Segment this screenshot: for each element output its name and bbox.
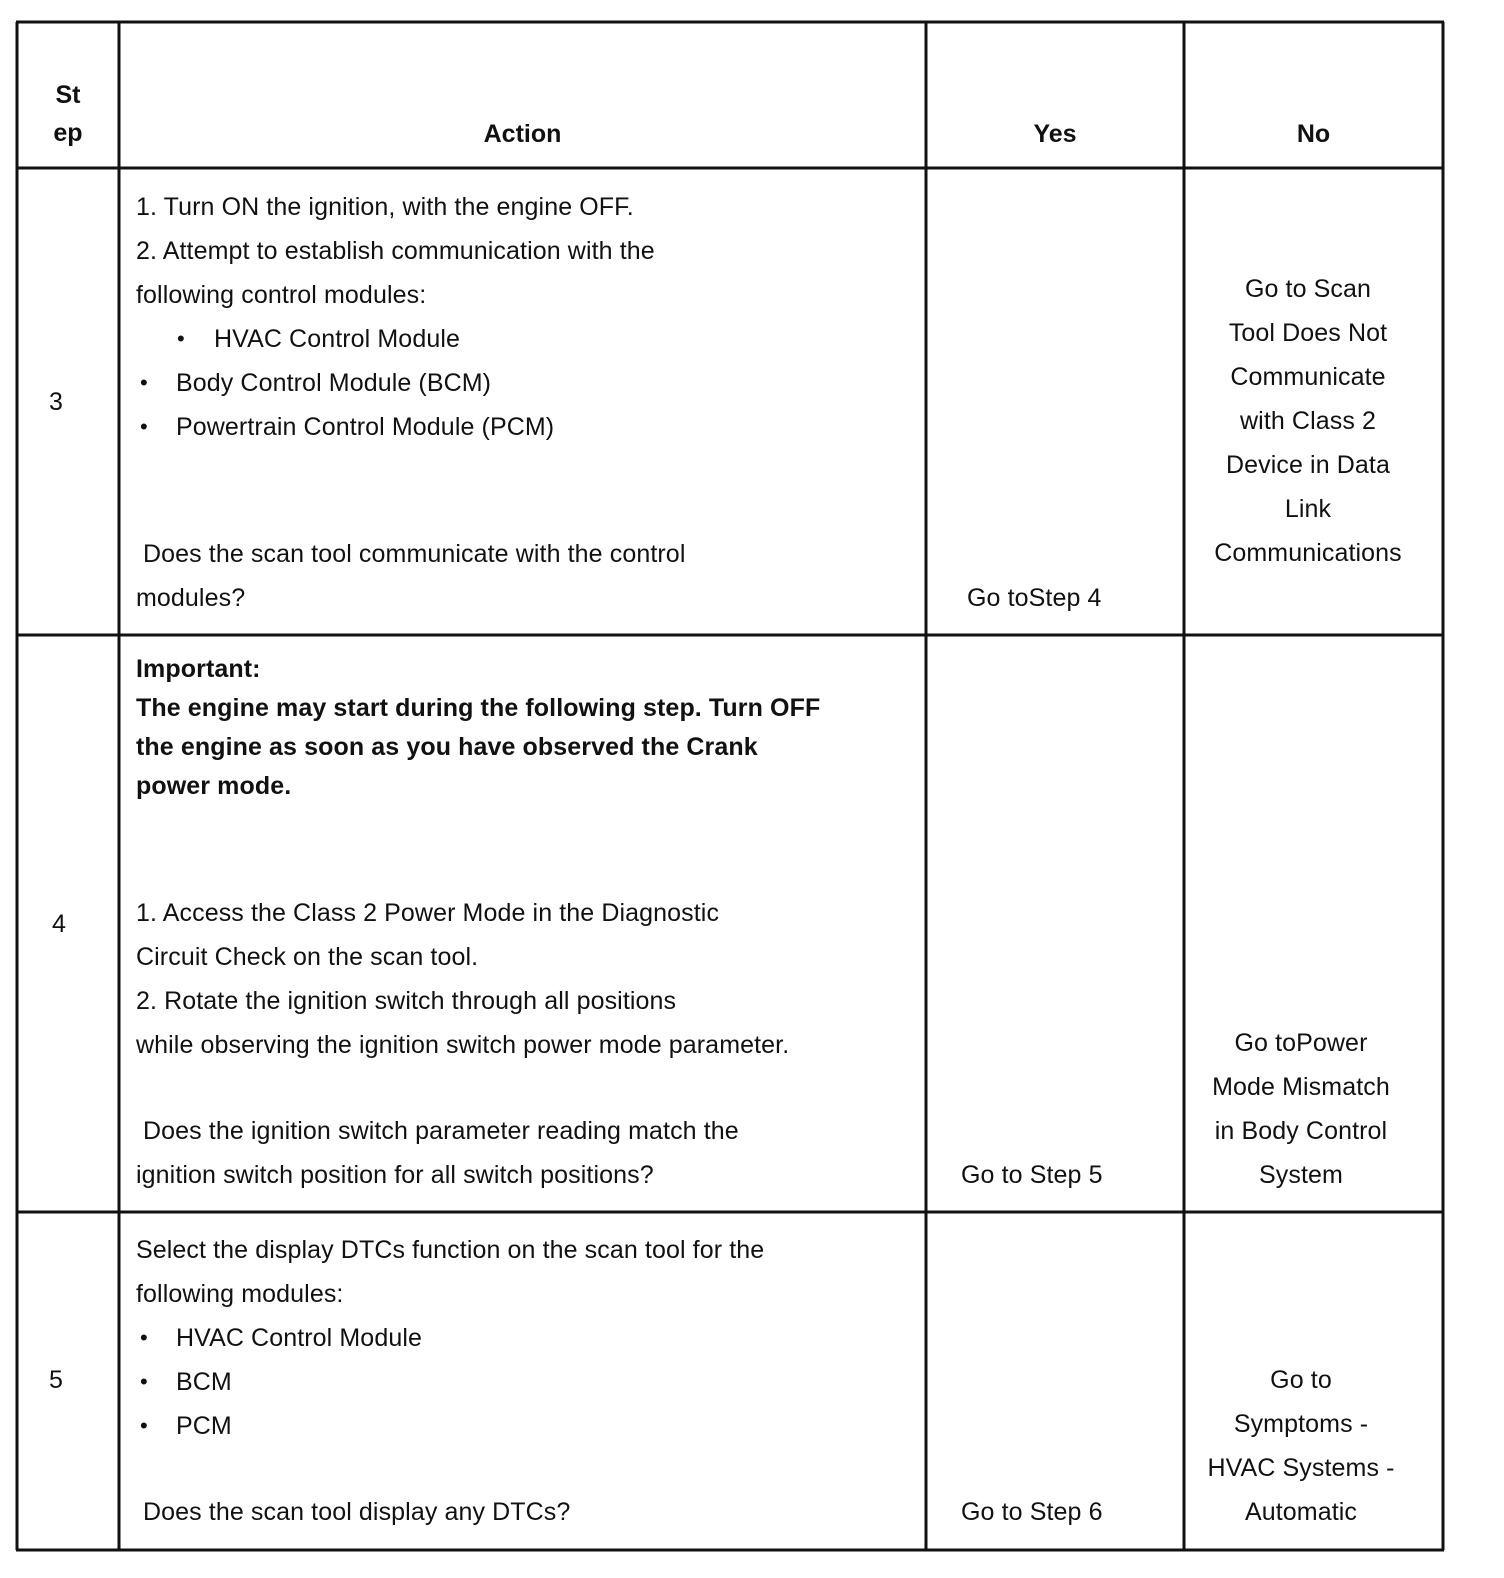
row3-no-line: Communicate [1230, 363, 1386, 391]
row5-action-line-2: following modules: [136, 1280, 344, 1308]
row3-action-line-1: 1. Turn ON the ignition, with the engine OFF. [136, 193, 634, 221]
row3-bullet-1: HVAC Control Module [214, 325, 460, 353]
row3-action-line-2: 2. Attempt to establish communication with the [136, 237, 655, 265]
row3-no-line: Communications [1214, 539, 1402, 567]
header-step [17, 76, 119, 152]
step-number-4: 4 [52, 910, 67, 938]
row5-no-line: Go to [1270, 1366, 1332, 1394]
row4-yes: Go to Step 5 [961, 1161, 1103, 1189]
header-yes: Yes [1033, 120, 1077, 148]
bullet-icon: • [140, 1413, 148, 1438]
header-action: Action [483, 120, 562, 148]
row5-bullet-2: BCM [176, 1368, 232, 1396]
row3-no-line: Device in Data [1226, 451, 1390, 479]
row5-no-line: Automatic [1244, 1498, 1358, 1526]
row3-action-line-3: following control modules: [136, 281, 427, 309]
row4-no-line: in Body Control [1214, 1117, 1388, 1145]
row4-no-line: Go toPower [1234, 1029, 1368, 1057]
row5-question-line-1: Does the scan tool display any DTCs? [143, 1498, 571, 1526]
row5-action-line-1: Select the display DTCs function on the scan tool for the [136, 1236, 765, 1264]
bullet-icon: • [140, 414, 148, 439]
row5-bullet-3: PCM [176, 1412, 232, 1440]
row5-bullet-1: HVAC Control Module [176, 1324, 422, 1352]
row4-important-line-2: the engine as soon as you have observed the Crank [136, 733, 758, 761]
row4-action-line-3: 2. Rotate the ignition switch through all positions [136, 987, 677, 1015]
header-step-line2: ep [53, 119, 83, 147]
row4-action-line-2: Circuit Check on the scan tool. [136, 943, 479, 971]
row3-no-line: with Class 2 [1240, 407, 1376, 435]
row4-no-line: System [1259, 1161, 1343, 1189]
row3-question-line-1: Does the scan tool communicate with the control [143, 540, 686, 568]
row4-question-line-1: Does the ignition switch parameter reading match the [143, 1117, 739, 1145]
row3-yes: Go toStep 4 [967, 584, 1102, 612]
header-step-line1: St [55, 81, 81, 109]
row3-bullet-2: Body Control Module (BCM) [176, 369, 492, 397]
row4-important-label: Important: [136, 655, 261, 683]
row5-no-line: HVAC Systems - [1207, 1454, 1395, 1482]
row3-no-line: Tool Does Not [1228, 319, 1388, 347]
row3-no-line: Link [1284, 495, 1332, 523]
bullet-icon: • [140, 1369, 148, 1394]
row4-important-line-3: power mode. [136, 772, 292, 800]
row5-yes: Go to Step 6 [961, 1498, 1103, 1526]
bullet-icon: • [140, 370, 148, 395]
row3-no [1188, 267, 1428, 575]
row4-important-line-1: The engine may start during the following step. Turn OFF [136, 694, 821, 722]
row4-no-line: Mode Mismatch [1212, 1073, 1390, 1101]
bullet-icon: • [177, 326, 185, 351]
step-number-5: 5 [49, 1366, 64, 1394]
row4-question-line-2: ignition switch position for all switch positions? [136, 1161, 654, 1189]
row3-question-line-2: modules? [136, 584, 246, 612]
header-no: No [1296, 120, 1331, 148]
step-number-3: 3 [49, 388, 64, 416]
row3-bullet-3: Powertrain Control Module (PCM) [176, 413, 555, 441]
bullet-icon: • [140, 1325, 148, 1350]
row3-no-line: Go to Scan [1244, 275, 1372, 303]
row5-no-line: Symptoms - [1233, 1410, 1369, 1438]
row5-no [1188, 1358, 1414, 1534]
row4-action-line-1: 1. Access the Class 2 Power Mode in the Diagnostic [136, 899, 720, 927]
row4-action-line-4: while observing the ignition switch power mode parameter. [136, 1031, 790, 1059]
row4-no [1188, 1021, 1414, 1197]
